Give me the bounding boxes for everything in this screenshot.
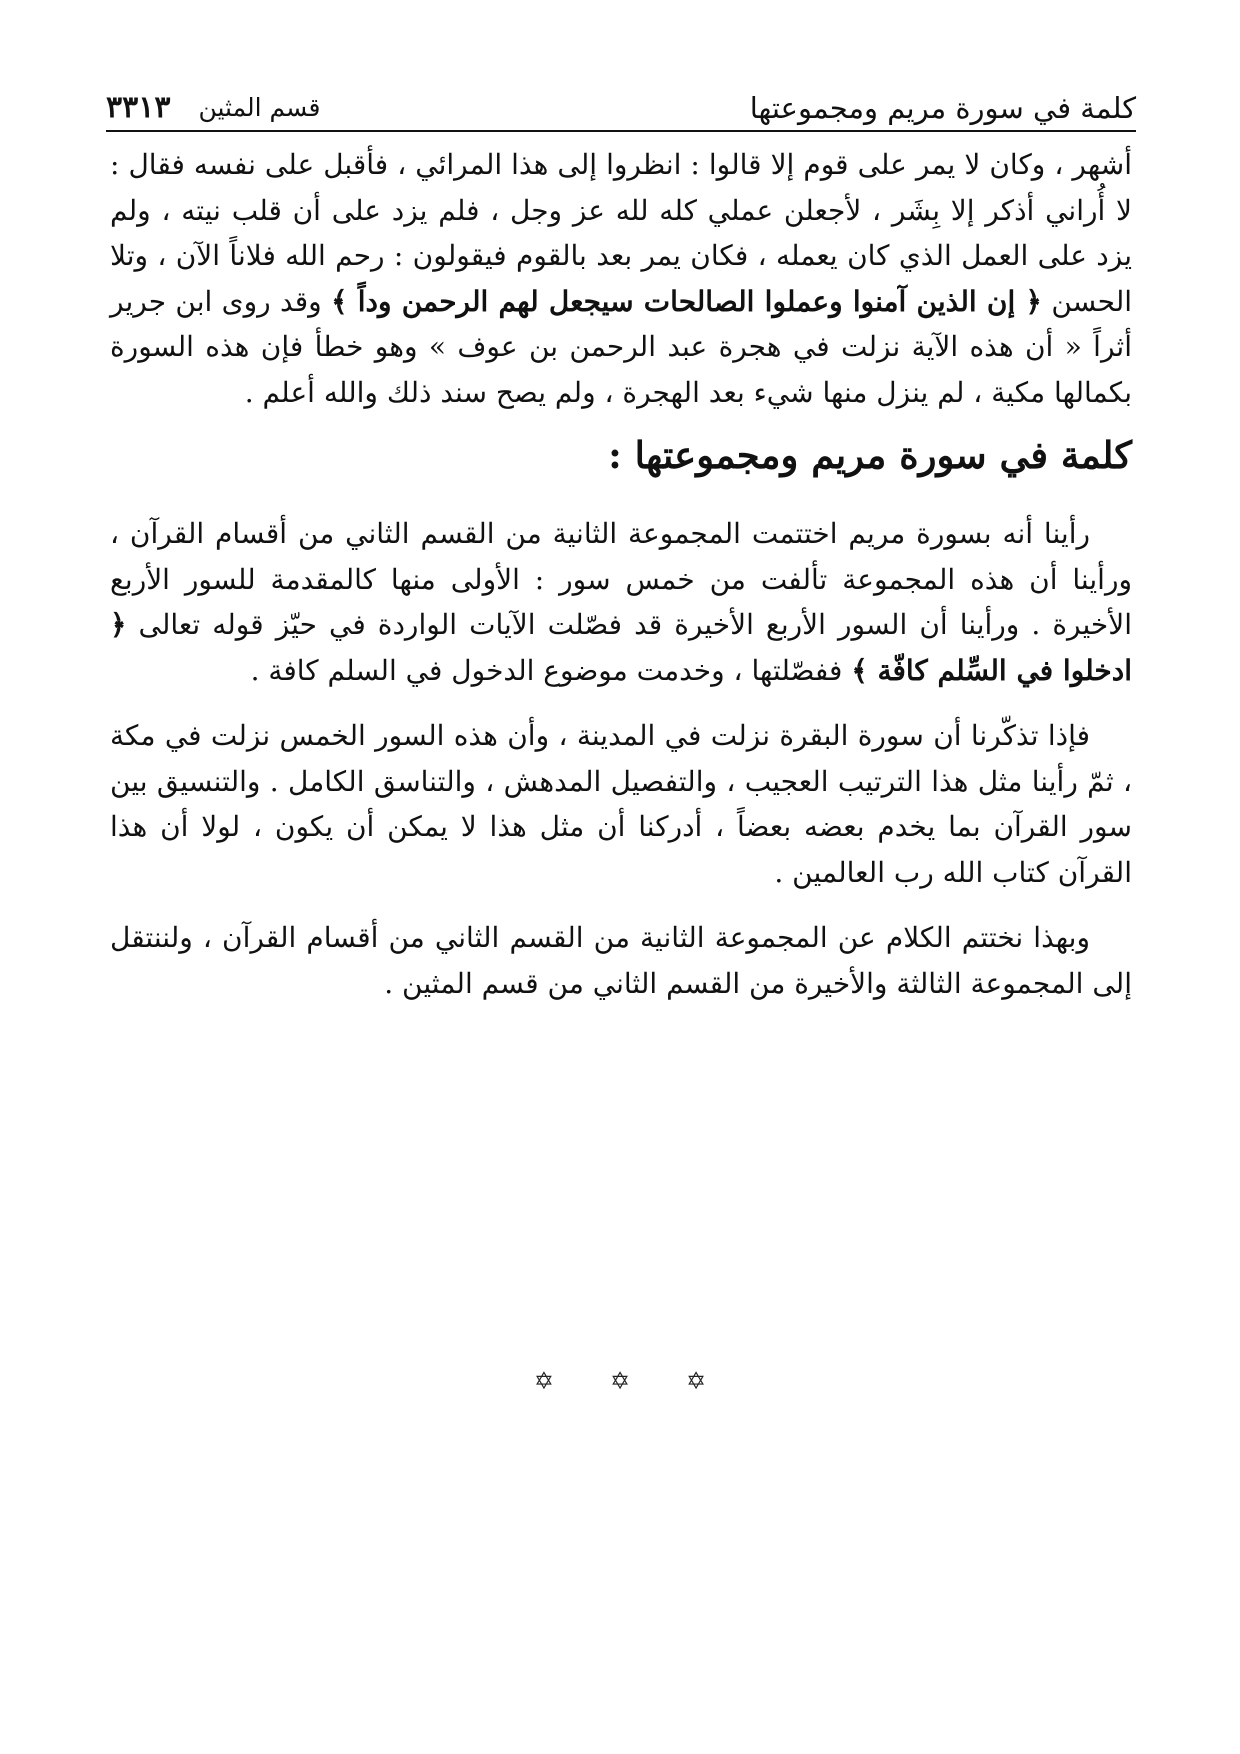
text-span: وقد روى ابن جرير أثراً « أن هذه الآية نزلت في هجرة عبد الرحمن بن عوف » وهو خطأ فإن هذه السورة بكمالها مكية ، لم ينزل منها شيء بعد الهجرة ، ولم يصح سند ذلك والله أعلم . xyxy=(110,284,1132,409)
continued-paragraph xyxy=(110,142,1132,415)
paragraph xyxy=(110,511,1132,693)
running-header-meta xyxy=(106,88,320,128)
text-span: رأينا أنه بسورة مريم اختتمت المجموعة الثانية من القسم الثاني من أقسام القرآن ، ورأينا أن هذه المجموعة تألفت من خمس سور : الأولى منها كالمقدمة للسور الأربع الأخيرة . ورأينا أن السور الأربع الأخيرة قد فصّلت الآيات الواردة في حيّز قوله تعالى xyxy=(110,517,1132,641)
text-line: ولم يزد على العمل الذي كان يعمله ، فكان يمر بعد بالقوم فيقولون : رحم الله فلاناً xyxy=(110,193,1133,272)
text-line: لا أُراني أذكر إلا بِشَر ، لأجعلن عملي كله لله عز وجل ، فلم يزد على أن قلب نيته ، xyxy=(161,193,1133,227)
quran-verse: ﴿ ادخلوا في السِّلم كافّة ﴾ xyxy=(110,608,1132,687)
section-name: قسم المثين xyxy=(198,93,321,122)
running-header xyxy=(106,76,1136,128)
quran-verse: ﴿ إن الذين آمنوا وعملوا الصالحات سيجعل لهم الرحمن وداً ﴾ xyxy=(331,284,1042,318)
text-span: الآن ، وتلا الحسن xyxy=(110,239,1133,318)
star-icon: ✡ xyxy=(609,1367,631,1395)
paragraph: فإذا تذكّرنا أن سورة البقرة نزلت في المدينة ، وأن هذه السور الخمس نزلت في مكة ، ثمّ رأينا مثل هذا الترتيب العجيب ، والتفصيل المدهش ، والتناسق الكامل . والتنسيق بين سور القرآن بما يخدم بعضه بعضاً ، أدركنا أن مثل هذا لا يمكن أن يكون ، لولا أن هذا القرآن كتاب الله رب العالمين . xyxy=(110,719,1132,889)
page-number: ٣٣١٣ xyxy=(106,90,171,125)
text-span: ففصّلتها ، وخدمت موضوع الدخول في السلم كافة . xyxy=(250,653,843,687)
star-icon: ✡ xyxy=(533,1367,554,1395)
section-heading: كلمة في سورة مريم ومجموعتها : xyxy=(608,433,1132,477)
star-icon: ✡ xyxy=(686,1367,707,1395)
header-divider xyxy=(106,130,1136,132)
running-header-title: كلمة في سورة مريم ومجموعتها xyxy=(749,91,1136,125)
page-body xyxy=(110,142,1132,1006)
paragraph: وبهذا نختتم الكلام عن المجموعة الثانية من القسم الثاني من أقسام القرآن ، ولننتقل إلى المجموعة الثالثة والأخيرة من القسم الثاني من قسم المثين . xyxy=(110,921,1132,1000)
section-end-ornament xyxy=(0,1366,1240,1396)
text-line: أشهر ، وكان لا يمر على قوم إلا قالوا : انظروا إلى هذا المرائي ، فأقبل على نفسه فقال : xyxy=(110,148,1132,181)
